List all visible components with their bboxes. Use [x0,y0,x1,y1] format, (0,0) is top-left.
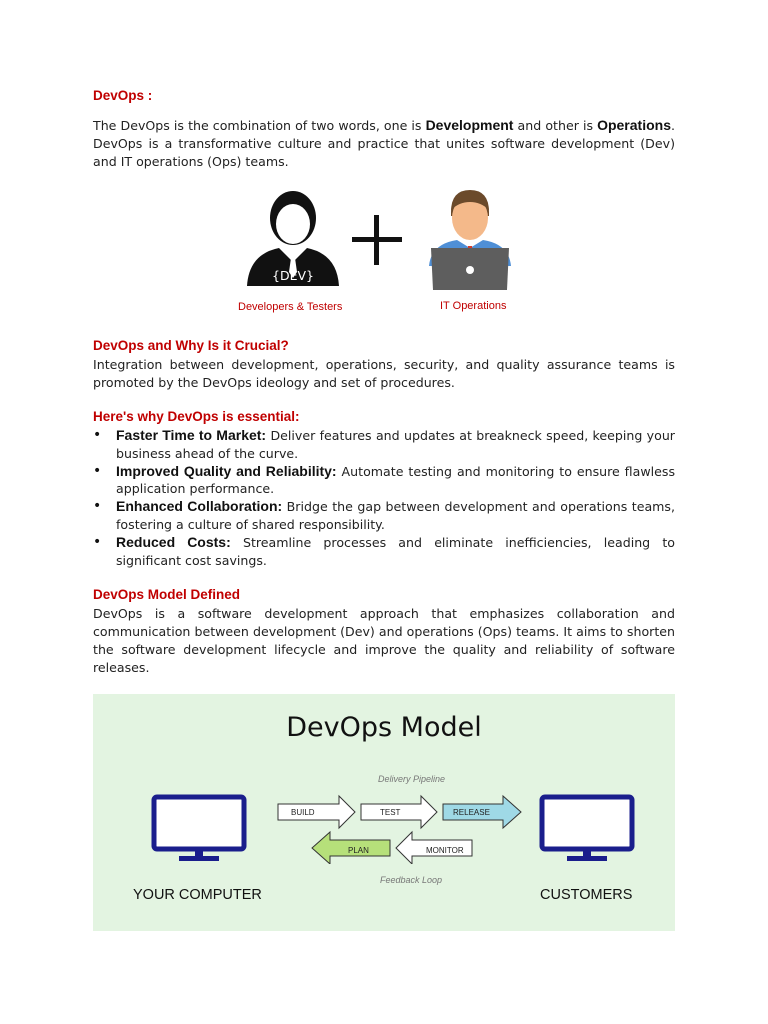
release-label: RELEASE [453,808,490,817]
customers-caption: CUSTOMERS [540,887,633,903]
crucial-heading: DevOps and Why Is it Crucial? [93,338,289,353]
crucial-paragraph: Integration between development, operations, security, and quality assurance teams is promoted by the DevOps ideology and set of procedures. [93,357,675,390]
computer-monitor-icon [151,794,247,864]
build-arrow [278,796,355,828]
list-item: • Improved Quality and Reliability: Automate testing and monitoring to ensure flawless application performance. [93,463,675,498]
list-item: • Reduced Costs: Streamline processes and eliminate inefficiencies, leading to significant cost savings. [93,534,675,569]
it-operations-icon [423,186,517,294]
customer-monitor-icon [539,794,635,864]
dev-label: Developers & Testers [238,301,343,313]
intro-paragraph: The DevOps is the combination of two words, one is Development and other is Operations. DevOps is a transformative culture and practice that unites software development (Dev) and IT operations (Ops) teams. [93,117,675,169]
essential-list [93,427,675,570]
pipeline-label: Delivery Pipeline [378,774,446,784]
list-item: • Enhanced Collaboration: Bridge the gap between development and operations teams, fostering a culture of shared responsibility. [93,498,675,533]
dev-badge: {DEV} [272,268,314,283]
list-item: • Faster Time to Market: Deliver features and updates at breakneck speed, keeping your business ahead of the curve. [93,427,675,462]
plus-icon [352,215,402,265]
devops-heading: DevOps : [93,88,153,103]
pipeline-arrows [277,794,527,864]
bold-operations: Operations [597,117,671,133]
build-label: BUILD [291,808,315,817]
essential-heading: Here's why DevOps is essential: [93,409,300,424]
model-heading: DevOps Model Defined [93,587,241,602]
your-computer-caption: YOUR COMPUTER [133,887,262,903]
model-paragraph: DevOps is a software development approach that emphasizes collaboration and communication between development (Dev) and operations (Ops) teams. It aims to shorten the software development lifecycle and improve the quality and reliability of software releases. [93,606,675,675]
bold-development: Development [425,117,514,133]
feedback-label: Feedback Loop [380,875,443,885]
monitor-label: MONITOR [426,846,464,855]
test-label: TEST [380,808,401,817]
diagram-title: DevOps Model [286,712,482,743]
devops-model-diagram [93,694,675,931]
ops-label: IT Operations [440,300,507,312]
plan-label: PLAN [348,846,369,855]
